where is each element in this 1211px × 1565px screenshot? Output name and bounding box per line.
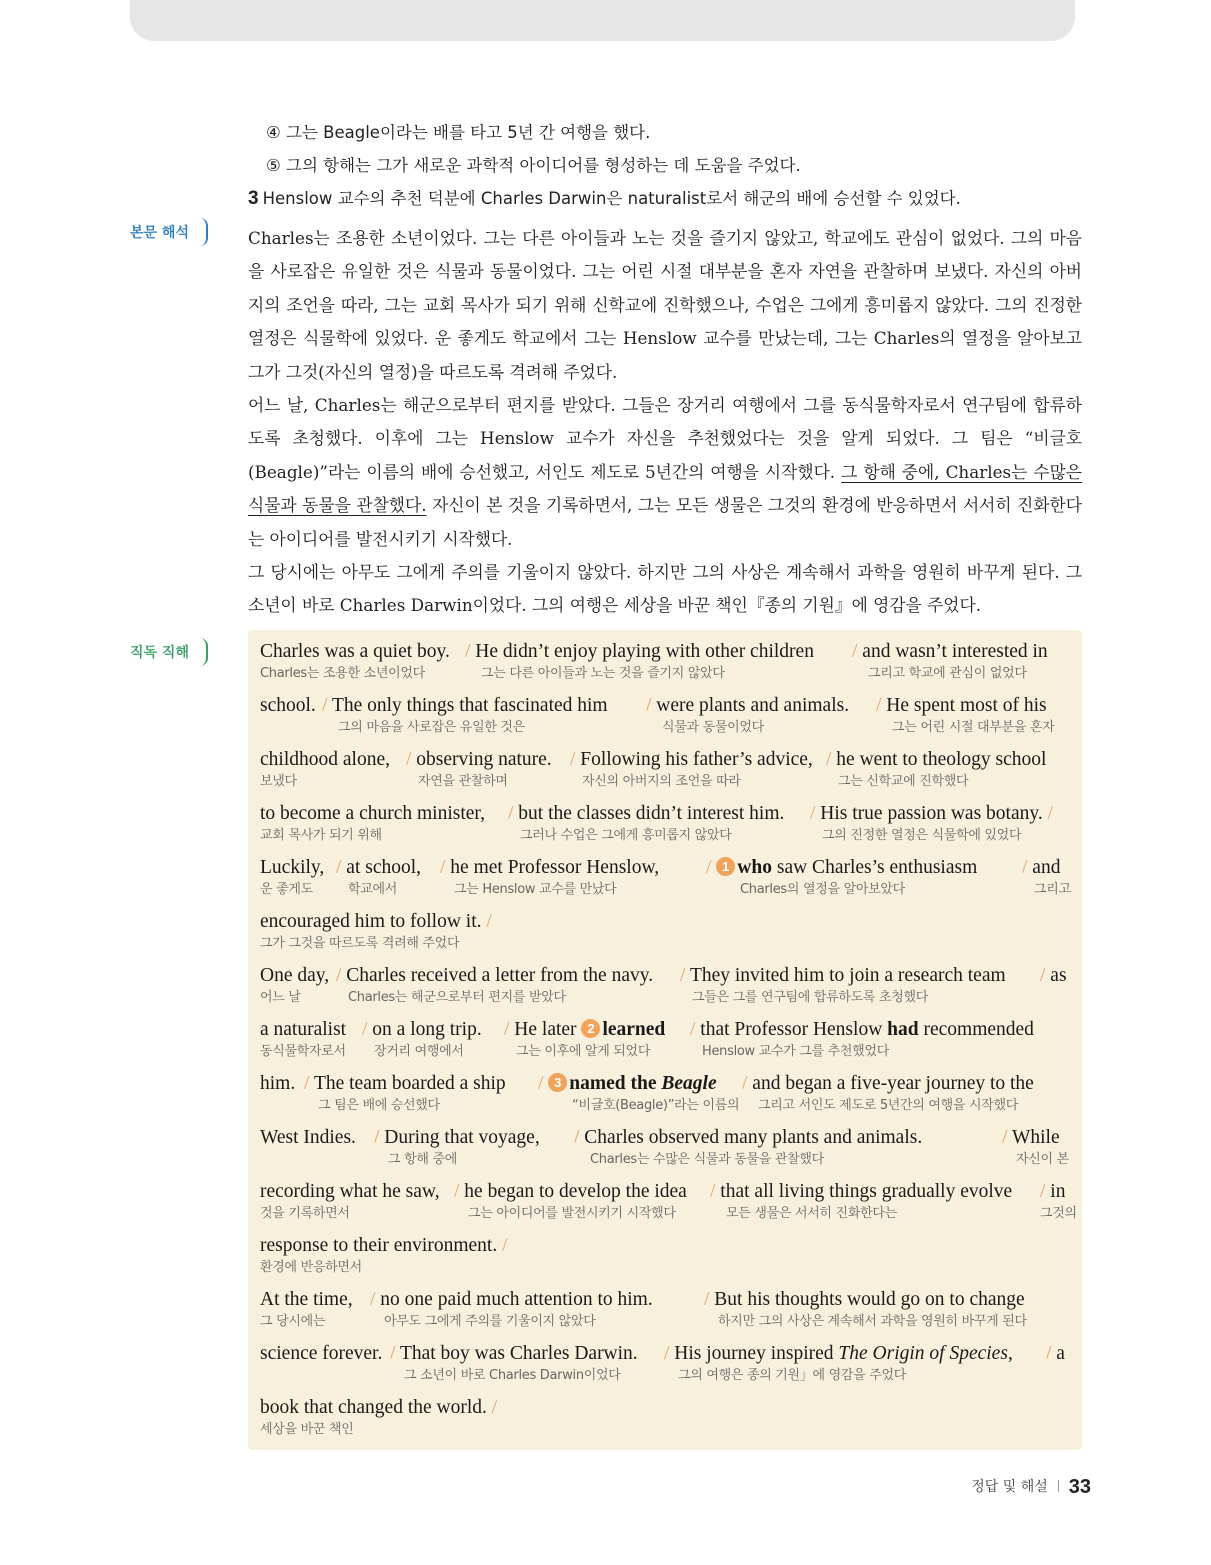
- korean-gloss: Charles의 열정을 알아보았다: [740, 882, 905, 897]
- item-number: ⑤: [266, 156, 281, 175]
- reading-line: [260, 856, 1076, 910]
- korean-gloss: 그는 아이디어를 발전시키기 시작했다: [468, 1206, 676, 1221]
- korean-gloss: 운 좋게도: [260, 882, 313, 897]
- english-chunk: They invited him to join a research team: [689, 965, 1006, 986]
- book-title: The Origin of Species: [838, 1343, 1008, 1364]
- english-chunk: Charles observed many plants and animals.: [584, 1127, 923, 1148]
- chunk-divider: /: [574, 1127, 585, 1148]
- korean-gloss: 하지만 그의 사상은 계속해서 과학을 영원히 바꾸게 된다: [718, 1314, 1027, 1329]
- item-text: 그의 항해는 그가 새로운 과학적 아이디어를 형성하는 데 도움을 주었다.: [286, 156, 801, 175]
- korean-gloss: 어느 날: [260, 990, 301, 1005]
- segment: [260, 1396, 497, 1440]
- korean-gloss: 그가 그것을 따르도록 격려해 주었다: [260, 936, 460, 951]
- korean-gloss: 자신이 본: [1016, 1152, 1069, 1167]
- english-chunk: But his thoughts would go on to change: [714, 1289, 1025, 1310]
- direct-reading-label: 직독 직해: [130, 638, 208, 666]
- korean-gloss: 그는 다른 아이들과 노는 것을 즐기지 않았다: [481, 666, 725, 681]
- chunk-divider: /: [1022, 857, 1033, 878]
- english-chunk: While: [1011, 1127, 1060, 1148]
- segment: [704, 1288, 1027, 1332]
- korean-gloss: Charles는 해군으로부터 편지를 받았다: [348, 990, 566, 1005]
- question-text: Henslow 교수의 추천 덕분에 Charles Darwin은 naturalist로서 해군의 배에 승선할 수 있었다.: [262, 189, 961, 208]
- chunk-divider: /: [710, 1181, 721, 1202]
- english-chunk: That boy was Charles Darwin.: [399, 1343, 638, 1364]
- english-chunk: he went to theology school: [836, 749, 1047, 770]
- bold-keyword: learned: [602, 1019, 666, 1040]
- segment: [304, 1072, 506, 1116]
- chunk-divider: /: [706, 857, 717, 878]
- english-chunk: on a long trip.: [372, 1019, 482, 1040]
- segment: [260, 1234, 508, 1278]
- segment: [1046, 1342, 1065, 1366]
- translation-text: 자신이 본 것을 기록하면서, 그는 모든 생물은 그것의 환경에 반응하면서 서서히 진화한다는 아이디어를 발전시키기 시작했다.: [248, 495, 1082, 549]
- english-chunk: recommended: [918, 1019, 1034, 1040]
- page-number: 33: [1068, 1476, 1091, 1498]
- english-chunk: that Professor Henslow: [700, 1019, 888, 1040]
- reading-line: [260, 694, 1076, 748]
- chunk-divider: /: [1042, 803, 1054, 824]
- english-chunk: He didn’t enjoy playing with other children: [475, 641, 814, 662]
- korean-gloss: 자연을 관찰하며: [418, 774, 508, 789]
- english-chunk: he met Professor Henslow,: [450, 857, 660, 878]
- segment: [680, 964, 1006, 1008]
- segment: [465, 640, 814, 684]
- segment: [440, 856, 659, 900]
- chunk-divider: /: [370, 1289, 381, 1310]
- korean-gloss: 그 당시에는: [260, 1314, 326, 1329]
- reading-line: [260, 640, 1076, 694]
- segment: [508, 802, 784, 846]
- chunk-divider: /: [1046, 1343, 1057, 1364]
- korean-gloss: 그들은 그를 연구팀에 합류하도록 초청했다: [692, 990, 928, 1005]
- translation-label: 본문 해석: [130, 218, 208, 246]
- segment: [1022, 856, 1071, 900]
- bold-keyword: named the: [569, 1073, 662, 1094]
- reading-line: [260, 1234, 1076, 1288]
- reading-line: [260, 1018, 1076, 1072]
- english-chunk: Following his father’s advice,: [580, 749, 813, 770]
- korean-gloss: 교회 목사가 되기 위해: [260, 828, 382, 843]
- english-chunk: and began a five-year journey to the: [752, 1073, 1034, 1094]
- chunk-divider: /: [497, 1235, 508, 1256]
- korean-gloss: 그의 마음을 사로잡은 유일한 것은: [338, 720, 525, 735]
- korean-gloss: 그것의: [1040, 1206, 1077, 1221]
- chunk-divider: /: [504, 1019, 515, 1040]
- korean-gloss: Charles는 수많은 식물과 동물을 관찰했다: [590, 1152, 824, 1167]
- segment: [1040, 964, 1067, 988]
- chunk-divider: /: [704, 1289, 715, 1310]
- korean-gloss: 아무도 그에게 주의를 기울이지 않았다: [384, 1314, 596, 1329]
- english-chunk: West Indies.: [260, 1127, 356, 1148]
- korean-gloss: 장거리 여행에서: [374, 1044, 464, 1059]
- chunk-divider: /: [440, 857, 451, 878]
- korean-gloss: “비글호(Beagle)”라는 이름의: [572, 1098, 740, 1113]
- underlined-sentence: 그 항해 중에, Charles는 수많은 식물과 동물을 관찰했다.: [248, 461, 1083, 516]
- reading-line: [260, 1396, 1076, 1450]
- segment: [260, 1342, 382, 1366]
- english-chunk: He later: [514, 1019, 582, 1040]
- english-chunk: as: [1050, 965, 1067, 986]
- chunk-divider: /: [322, 695, 332, 716]
- korean-gloss: 세상을 바꾼 책인: [260, 1422, 354, 1437]
- segment: [260, 802, 485, 846]
- english-chunk: encouraged him to follow it.: [260, 911, 482, 932]
- english-chunk: in: [1050, 1181, 1066, 1202]
- answer-item-5: [248, 149, 1088, 182]
- chunk-divider: /: [876, 695, 887, 716]
- english-chunk: and wasn’t interested in: [862, 641, 1048, 662]
- header-bar: [130, 0, 1075, 41]
- korean-gloss: Henslow 교수가 그를 추천했었다: [702, 1044, 889, 1059]
- english-chunk: Charles was a quiet boy.: [260, 641, 450, 662]
- english-chunk: recording what he saw,: [260, 1181, 440, 1202]
- english-chunk: he began to develop the idea: [464, 1181, 687, 1202]
- chunk-divider: /: [810, 803, 821, 824]
- korean-gloss: 그는 어린 시절 대부분을 혼자: [892, 720, 1055, 735]
- segment: [260, 694, 316, 718]
- segment: [260, 1072, 295, 1096]
- segment: [260, 856, 324, 900]
- translation-text: 어느 날, Charles는 해군으로부터 편지를 받았다. 그들은 장거리 여행에서 그를 동식물학자로서 연구팀에 합류하도록 초청했다. 이후에 그는 Henslow 교수가 자신을 추천했었다는 것을 알게 되었다. 그 팀은 “비글호(Beagle)”라는 이름의 배에 승선했고, 서인도 제도로 5년간의 여행을 시작했다.: [248, 395, 1082, 482]
- english-chunk: At the time,: [260, 1289, 353, 1310]
- english-chunk: saw Charles’s enthusiasm: [771, 857, 978, 878]
- segment: [260, 748, 390, 792]
- number-badge: 2: [581, 1019, 600, 1038]
- chunk-divider: /: [336, 857, 347, 878]
- korean-gloss: 그는 Henslow 교수를 만났다: [454, 882, 617, 897]
- segment: [852, 640, 1048, 684]
- reading-line: [260, 1126, 1076, 1180]
- segment: [260, 910, 492, 954]
- english-chunk: His true passion was botany.: [820, 803, 1043, 824]
- korean-gloss: 그의 진정한 열정은 식물학에 있었다: [822, 828, 1022, 843]
- segment: [260, 964, 329, 1008]
- korean-translation: [248, 222, 1082, 623]
- korean-gloss: 학교에서: [348, 882, 398, 897]
- segment: [574, 1126, 922, 1170]
- chunk-divider: /: [454, 1181, 465, 1202]
- segment: [570, 748, 813, 792]
- korean-gloss: 식물과 동물이었다: [662, 720, 764, 735]
- korean-gloss: 자신의 아버지의 조언을 따라: [582, 774, 741, 789]
- english-chunk: childhood alone,: [260, 749, 390, 770]
- chunk-divider: /: [1040, 1181, 1051, 1202]
- english-chunk: to become a church minister,: [260, 803, 486, 824]
- korean-gloss: 동식물학자로서: [260, 1044, 346, 1059]
- chunk-divider: /: [680, 965, 690, 986]
- segment: [1040, 1180, 1077, 1224]
- chunk-divider: /: [1002, 1127, 1012, 1148]
- reading-line: [260, 748, 1076, 802]
- bold-keyword: who: [737, 857, 772, 878]
- english-chunk: science forever.: [260, 1343, 383, 1364]
- segment: [322, 694, 608, 738]
- chunk-divider: /: [304, 1073, 314, 1094]
- item-number: ④: [266, 123, 281, 142]
- segment: [1002, 1126, 1069, 1170]
- segment: [646, 694, 849, 738]
- english-chunk: One day,: [260, 965, 330, 986]
- chunk-divider: /: [664, 1343, 675, 1364]
- direct-reading-box: [248, 630, 1082, 1450]
- segment: [826, 748, 1046, 792]
- korean-gloss: 그 항해 중에: [388, 1152, 457, 1167]
- reading-line: [260, 802, 1076, 856]
- chunk-divider: /: [1040, 965, 1051, 986]
- segment: [260, 1288, 353, 1332]
- translation-paragraph-3: 그 당시에는 아무도 그에게 주의를 기울이지 않았다. 하지만 그의 사상은 계속해서 과학을 영원히 바꾸게 된다. 그 소년이 바로 Charles Darwin이었다. 그의 여행은 세상을 바꾼 책인『종의 기원』에 영감을 주었다.: [248, 562, 1082, 616]
- segment: [260, 1126, 356, 1150]
- chunk-divider: /: [646, 695, 657, 716]
- english-chunk: Luckily,: [260, 857, 325, 878]
- english-chunk: a naturalist: [260, 1019, 347, 1040]
- korean-gloss: 그는 신학교에 진학했다: [838, 774, 969, 789]
- chunk-divider: /: [336, 965, 347, 986]
- chunk-divider: /: [690, 1019, 701, 1040]
- english-chunk: During that voyage,: [384, 1127, 540, 1148]
- chunk-divider: /: [486, 1397, 498, 1418]
- chunk-divider: /: [538, 1073, 549, 1094]
- korean-gloss: 그는 이후에 알게 되었다: [516, 1044, 651, 1059]
- chunk-divider: /: [826, 749, 837, 770]
- korean-gloss: Charles는 조용한 소년이었다: [260, 666, 425, 681]
- segment: [260, 640, 450, 684]
- segment: [336, 856, 421, 900]
- english-chunk: The team boarded a ship: [313, 1073, 506, 1094]
- english-chunk: book that changed the world.: [260, 1397, 487, 1418]
- bold-keyword: had: [887, 1019, 919, 1040]
- english-chunk: school.: [260, 695, 316, 716]
- page-footer: [971, 1476, 1091, 1499]
- reading-line: [260, 1180, 1076, 1234]
- segment: [538, 1072, 739, 1116]
- number-badge: 3: [548, 1073, 567, 1092]
- reading-line: [260, 910, 1076, 964]
- korean-gloss: 것을 기록하면서: [260, 1206, 350, 1221]
- segment: [810, 802, 1053, 846]
- korean-gloss: 그리고 학교에 관심이 없었다: [868, 666, 1027, 681]
- answer-item-4: [248, 116, 1088, 149]
- reading-line: [260, 964, 1076, 1018]
- translation-paragraph-2: [248, 389, 1082, 556]
- korean-gloss: 그리고 서인도 제도로 5년간의 여행을 시작했다: [758, 1098, 1019, 1113]
- korean-gloss: 그 소년이 바로 Charles Darwin이었다: [404, 1368, 621, 1383]
- chunk-divider: /: [406, 749, 417, 770]
- chunk-divider: /: [570, 749, 581, 770]
- chunk-divider: /: [481, 911, 492, 932]
- english-chunk: no one paid much attention to him.: [380, 1289, 653, 1310]
- item-text: 그는 Beagle이라는 배를 타고 5년 간 여행을 했다.: [286, 123, 651, 142]
- segment: [876, 694, 1054, 738]
- segment: [406, 748, 552, 792]
- segment: [504, 1018, 665, 1062]
- korean-gloss: 환경에 반응하면서: [260, 1260, 362, 1275]
- korean-gloss: 그 팀은 배에 승선했다: [318, 1098, 440, 1113]
- segment: [664, 1342, 1013, 1386]
- chunk-divider: /: [852, 641, 863, 662]
- english-chunk: Charles received a letter from the navy.: [346, 965, 654, 986]
- translation-paragraph-1: Charles는 조용한 소년이었다. 그는 다른 아이들과 노는 것을 즐기지 않았고, 학교에도 관심이 없었다. 그의 마음을 사로잡은 유일한 것은 식물과 동물이었다. 그는 어린 시절 대부분을 혼자 자연을 관찰하며 보냈다. 자신의 아버지의 조언을 따라, 그는 교회 목사가 되기 위해 신학교에 진학했으나, 수업은 그에게 흥미롭지 않았다. 그의 진정한 열정은 식물학에 있었다. 운 좋게도 학교에서 그는 Henslow 교수를 만났는데, 그는 Charles의 열정을 알아보고 그가 그것(자신의 열정)을 따르도록 격려해 주었다.: [248, 228, 1082, 382]
- chunk-divider: /: [374, 1127, 385, 1148]
- english-chunk: observing nature.: [416, 749, 552, 770]
- english-chunk: but the classes didn’t interest him.: [518, 803, 785, 824]
- segment: [362, 1018, 482, 1062]
- english-chunk: at school,: [346, 857, 422, 878]
- english-chunk: him.: [260, 1073, 296, 1094]
- english-chunk: response to their environment.: [260, 1235, 498, 1256]
- korean-gloss: 모든 생물은 서서히 진화한다는: [726, 1206, 897, 1221]
- segment: [690, 1018, 1034, 1062]
- footer-label: 정답 및 해설: [971, 1479, 1048, 1495]
- segment: [336, 964, 653, 1008]
- english-chunk: were plants and animals.: [656, 695, 850, 716]
- segment: [260, 1180, 440, 1224]
- english-chunk: a: [1056, 1343, 1065, 1364]
- segment: [390, 1342, 638, 1386]
- chunk-divider: /: [508, 803, 519, 824]
- segment: [742, 1072, 1034, 1116]
- answer-section: [248, 116, 1088, 215]
- segment: [370, 1288, 653, 1332]
- number-badge: 1: [716, 857, 735, 876]
- korean-gloss: 그의 여행은 종의 기원」에 영감을 주었다: [678, 1368, 906, 1383]
- english-chunk: The only things that fascinated him: [331, 695, 608, 716]
- reading-line: [260, 1288, 1076, 1342]
- segment: [374, 1126, 540, 1170]
- english-chunk: ,: [1007, 1343, 1013, 1364]
- segment: [706, 856, 977, 900]
- question-number: 3: [248, 188, 259, 209]
- segment: [710, 1180, 1012, 1224]
- english-chunk: that all living things gradually evolve: [720, 1181, 1013, 1202]
- korean-gloss: 그리고: [1034, 882, 1071, 897]
- chunk-divider: /: [742, 1073, 753, 1094]
- korean-gloss: 보냈다: [260, 774, 297, 789]
- english-chunk: He spent most of his: [886, 695, 1047, 716]
- chunk-divider: /: [390, 1343, 400, 1364]
- segment: [454, 1180, 687, 1224]
- footer-divider: [1058, 1480, 1059, 1492]
- reading-line: [260, 1072, 1076, 1126]
- korean-gloss: 그러나 수업은 그에게 흥미롭지 않았다: [520, 828, 732, 843]
- answer-question-3: [248, 182, 1088, 215]
- english-chunk: His journey inspired: [674, 1343, 839, 1364]
- chunk-divider: /: [362, 1019, 373, 1040]
- ship-name: Beagle: [661, 1073, 717, 1094]
- english-chunk: and: [1032, 857, 1061, 878]
- reading-line: [260, 1342, 1076, 1396]
- chunk-divider: /: [465, 641, 476, 662]
- segment: [260, 1018, 346, 1062]
